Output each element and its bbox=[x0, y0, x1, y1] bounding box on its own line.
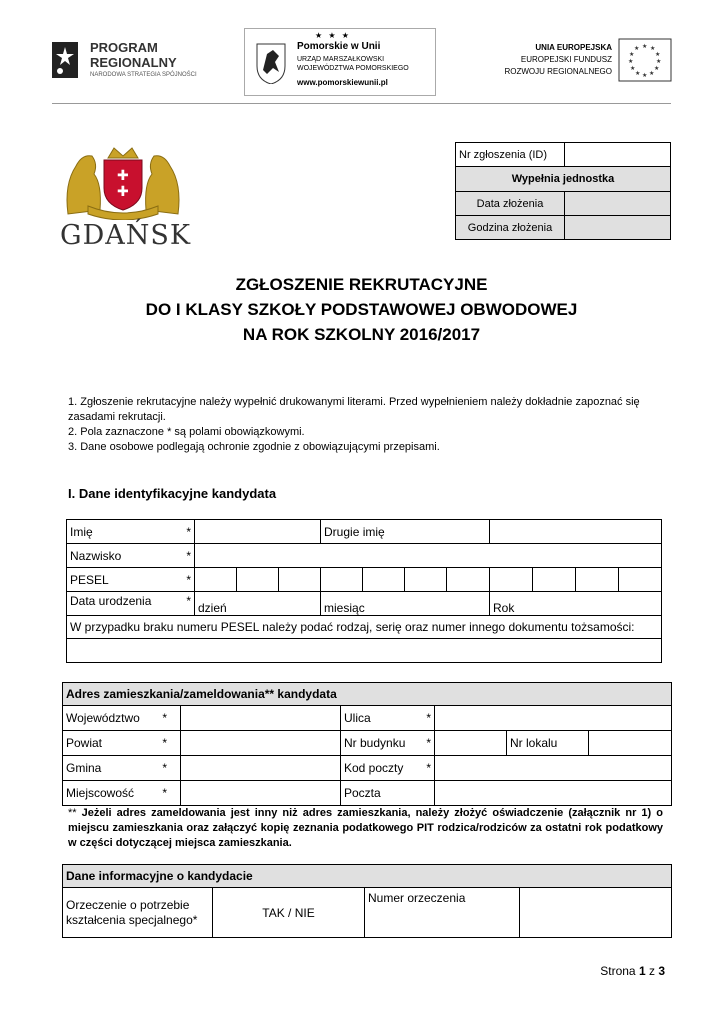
pesel-digit-1[interactable] bbox=[195, 568, 237, 592]
submission-date-field[interactable] bbox=[565, 192, 671, 216]
svg-text:★: ★ bbox=[630, 65, 636, 72]
page-title bbox=[52, 272, 671, 347]
pesel-digit-3[interactable] bbox=[279, 568, 321, 592]
postal-code-label: Kod poczty * bbox=[341, 756, 435, 781]
title-line3: NA ROK SZKOLNY 2016/2017 bbox=[242, 325, 481, 344]
pesel-digit-2[interactable] bbox=[237, 568, 279, 592]
pomorskie-logo bbox=[244, 28, 436, 96]
svg-text:★: ★ bbox=[628, 58, 634, 65]
instruction-1b: zasadami rekrutacji. bbox=[68, 411, 166, 423]
title-line1: ZGŁOSZENIE REKRUTACYJNE bbox=[235, 275, 488, 294]
svg-text:★: ★ bbox=[650, 45, 656, 52]
building-no-label: Nr budynku * bbox=[341, 731, 435, 756]
footnote-mark: ** bbox=[68, 807, 77, 819]
apartment-no-field[interactable] bbox=[589, 731, 672, 756]
voivodeship-field[interactable] bbox=[181, 706, 341, 731]
building-no-field[interactable] bbox=[435, 731, 507, 756]
street-field[interactable] bbox=[435, 706, 672, 731]
eu-flag-icon bbox=[618, 38, 672, 82]
id-box bbox=[455, 142, 671, 240]
eu-logo bbox=[470, 38, 672, 84]
svg-text:★: ★ bbox=[656, 58, 662, 65]
first-name-field[interactable] bbox=[195, 520, 321, 544]
candidate-info-table bbox=[62, 864, 672, 938]
svg-text:★: ★ bbox=[642, 43, 648, 50]
identification-table bbox=[66, 519, 662, 663]
birth-year-field[interactable] bbox=[490, 592, 662, 616]
svg-text:★: ★ bbox=[654, 65, 660, 72]
pesel-digit-8[interactable] bbox=[490, 568, 533, 592]
special-education-label: Orzeczenie o potrzebie kształcenia specjalnego* bbox=[63, 888, 213, 938]
submission-time-field[interactable] bbox=[565, 216, 671, 240]
birth-month-field[interactable] bbox=[321, 592, 490, 616]
first-name-label: Imię * bbox=[67, 520, 195, 544]
svg-text:★: ★ bbox=[655, 51, 661, 58]
voivodeship-label: Województwo * bbox=[63, 706, 181, 731]
program-logo-line2: REGIONALNY bbox=[90, 55, 177, 70]
locality-field[interactable] bbox=[181, 781, 341, 806]
instruction-3: 3. Dane osobowe podlegają ochronie zgodnie z obowiązującymi przepisami. bbox=[68, 441, 440, 453]
instructions bbox=[68, 395, 668, 455]
eu-logo-line2: EUROPEJSKI FUNDUSZ bbox=[520, 55, 612, 64]
second-name-field[interactable] bbox=[490, 520, 662, 544]
svg-text:★: ★ bbox=[635, 70, 641, 77]
program-star-icon bbox=[50, 38, 82, 82]
surname-label: Nazwisko * bbox=[67, 544, 195, 568]
page-number: Strona 1 z 3 bbox=[600, 964, 665, 978]
pesel-digit-9[interactable] bbox=[533, 568, 576, 592]
post-office-field[interactable] bbox=[435, 781, 672, 806]
instruction-1: 1. Zgłoszenie rekrutacyjne należy wypełnić drukowanymi literami. Przed wypełnieniem należy dokładnie zapoznać się bbox=[68, 396, 640, 408]
pesel-digit-4[interactable] bbox=[321, 568, 363, 592]
program-regionalny-logo bbox=[50, 36, 210, 86]
eu-logo-line1: UNIA EUROPEJSKA bbox=[535, 43, 612, 52]
apartment-no-label: Nr lokalu bbox=[507, 731, 589, 756]
other-document-field[interactable] bbox=[67, 639, 662, 663]
birth-day-field[interactable] bbox=[195, 592, 321, 616]
address-table bbox=[62, 682, 672, 806]
header-divider bbox=[52, 103, 671, 104]
pesel-digit-6[interactable] bbox=[405, 568, 447, 592]
eu-logo-line3: ROZWOJU REGIONALNEGO bbox=[504, 67, 612, 76]
submission-time-label: Godzina złożenia bbox=[456, 216, 565, 240]
pesel-digit-5[interactable] bbox=[363, 568, 405, 592]
title-line2: DO I KLASY SZKOŁY PODSTAWOWEJ OBWODOWEJ bbox=[145, 300, 578, 319]
candidate-info-heading: Dane informacyjne o kandydacie bbox=[63, 865, 672, 888]
program-logo-line3: NARODOWA STRATEGIA SPÓJNOŚCI bbox=[90, 72, 197, 78]
id-field[interactable] bbox=[565, 143, 671, 167]
griffin-emblem-icon bbox=[253, 40, 289, 84]
fill-by-unit-label: Wypełnia jednostka bbox=[456, 167, 671, 192]
pomorskie-title: Pomorskie w Unii bbox=[297, 41, 381, 52]
program-logo-line1: PROGRAM bbox=[90, 40, 158, 55]
second-name-label: Drugie imię bbox=[321, 520, 490, 544]
instruction-2: 2. Pola zaznaczone * są polami obowiązkowymi. bbox=[68, 426, 305, 438]
address-footnote bbox=[68, 806, 663, 851]
ruling-number-label: Numer orzeczenia bbox=[365, 888, 520, 938]
locality-label: Miejscowość * bbox=[63, 781, 181, 806]
pesel-digit-7[interactable] bbox=[447, 568, 490, 592]
pesel-digit-11[interactable] bbox=[619, 568, 662, 592]
pesel-label: PESEL * bbox=[67, 568, 195, 592]
commune-field[interactable] bbox=[181, 756, 341, 781]
svg-text:★: ★ bbox=[649, 70, 655, 77]
svg-text:★: ★ bbox=[629, 51, 635, 58]
footnote-text: Jeżeli adres zameldowania jest inny niż adres zamieszkania, należy złożyć oświadczenie (załącznik nr 1) o miejscu zamieszkania oraz załączyć kopię zeznania podatkowego PIT rodzica/rodziców za ostatni rok podatkowy w części dotyczącej miejsca zamieszkania. bbox=[68, 807, 663, 849]
commune-label: Gmina * bbox=[63, 756, 181, 781]
gdansk-coat-of-arms-icon bbox=[58, 144, 188, 220]
year-label: Rok bbox=[493, 601, 515, 615]
no-pesel-note: W przypadku braku numeru PESEL należy podać rodzaj, serię oraz numer innego dokumentu tożsamości: bbox=[67, 616, 662, 639]
ruling-number-field[interactable] bbox=[520, 888, 672, 938]
month-label: miesiąc bbox=[324, 601, 365, 615]
svg-text:✚: ✚ bbox=[117, 168, 129, 184]
gdansk-logo bbox=[58, 144, 198, 252]
street-label: Ulica * bbox=[341, 706, 435, 731]
id-label: Nr zgłoszenia (ID) bbox=[456, 143, 565, 167]
special-education-yes-no[interactable]: TAK / NIE bbox=[213, 888, 365, 938]
pomorskie-line2: WOJEWÓDZTWA POMORSKIEGO bbox=[297, 65, 409, 72]
pomorskie-url: www.pomorskiewunii.pl bbox=[297, 78, 388, 87]
surname-field[interactable] bbox=[195, 544, 662, 568]
submission-date-label: Data złożenia bbox=[456, 192, 565, 216]
pomorskie-stars: ★ ★ ★ bbox=[315, 31, 351, 40]
postal-code-field[interactable] bbox=[435, 756, 672, 781]
svg-text:★: ★ bbox=[642, 72, 648, 79]
svg-text:★: ★ bbox=[634, 45, 640, 52]
section1-heading: I. Dane identyfikacyjne kandydata bbox=[68, 486, 277, 501]
county-field[interactable] bbox=[181, 731, 341, 756]
gdansk-logo-text: GDAŃSK bbox=[60, 220, 192, 251]
address-heading: Adres zamieszkania/zameldowania** kandydata bbox=[63, 683, 672, 706]
svg-text:✚: ✚ bbox=[117, 184, 129, 200]
county-label: Powiat * bbox=[63, 731, 181, 756]
pesel-digit-10[interactable] bbox=[576, 568, 619, 592]
birth-date-label: Data urodzenia * bbox=[67, 592, 195, 616]
day-label: dzień bbox=[198, 601, 227, 615]
pomorskie-line1: URZĄD MARSZAŁKOWSKI bbox=[297, 56, 385, 63]
post-office-label: Poczta bbox=[341, 781, 435, 806]
